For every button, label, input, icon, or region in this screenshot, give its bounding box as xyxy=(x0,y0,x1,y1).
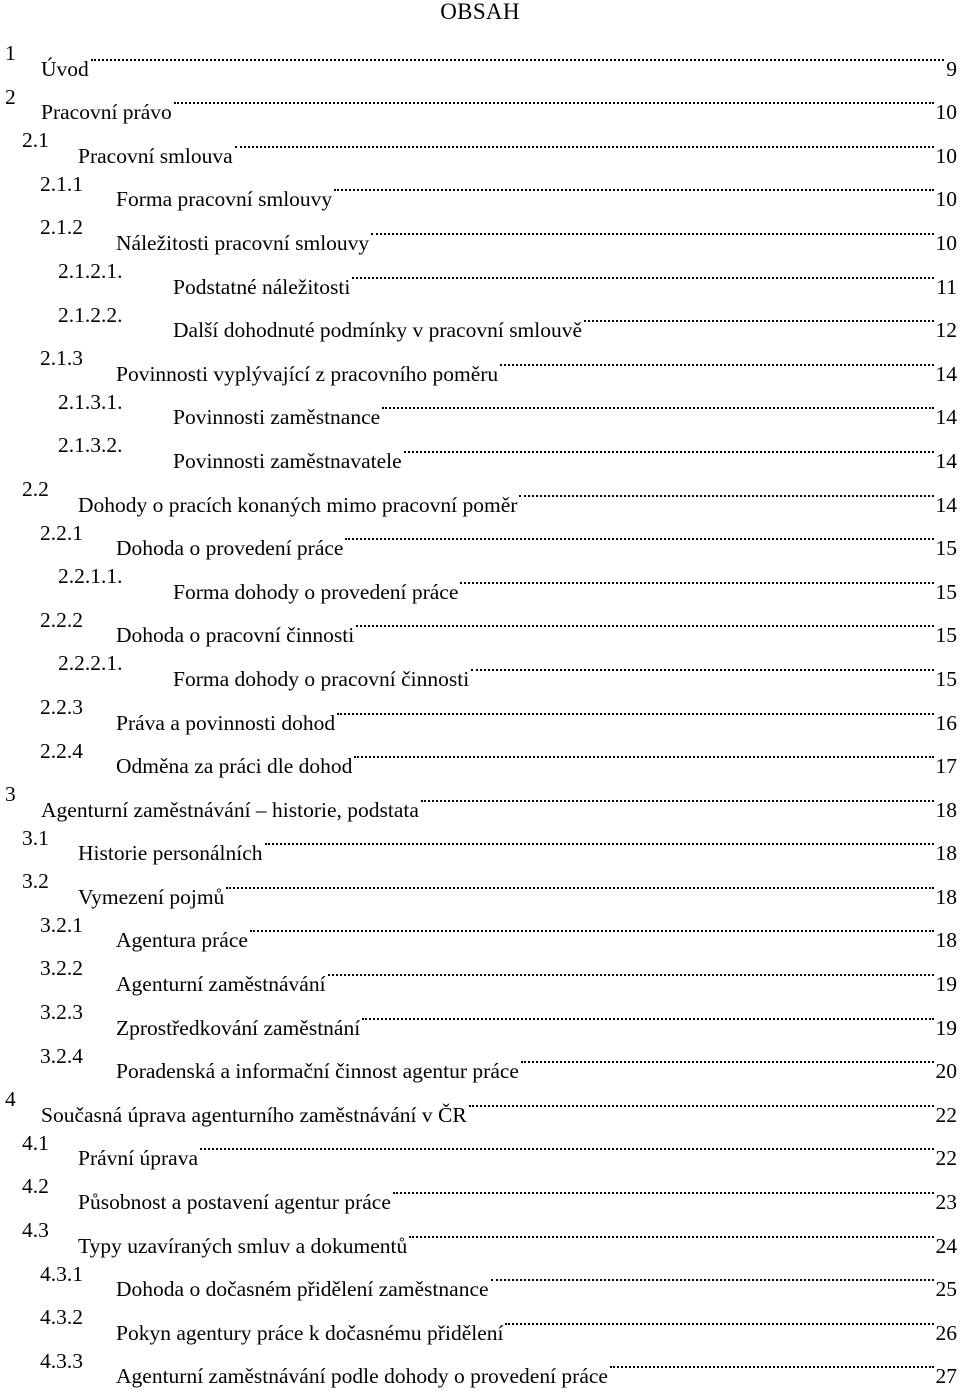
toc-entry-page: 18 xyxy=(935,841,957,866)
toc-entry[interactable] xyxy=(0,163,960,212)
toc-entry-label: Dohoda o pracovní činnosti xyxy=(116,614,354,658)
toc-entry-page: 20 xyxy=(935,1059,957,1084)
toc-entry-page: 18 xyxy=(935,884,957,909)
toc-entry[interactable] xyxy=(0,642,960,691)
toc-entry[interactable] xyxy=(0,686,960,735)
dot-leader xyxy=(503,1296,935,1340)
toc-entry[interactable] xyxy=(0,381,960,430)
toc-entry-label: Současná úprava agenturního zaměstnávání v ČR xyxy=(41,1094,467,1138)
toc-entry-row xyxy=(116,991,957,1040)
toc-entry-number: 2.1.3.1. xyxy=(58,389,123,414)
toc-entry[interactable] xyxy=(0,424,960,473)
toc-entry-number: 2.1.1 xyxy=(40,171,83,196)
toc-entry-row xyxy=(116,1296,957,1345)
toc-entry-row xyxy=(78,1165,957,1215)
toc-entry-row xyxy=(78,817,957,866)
toc-entry-page: 10 xyxy=(935,187,957,212)
toc-entry-number: 4.3.3 xyxy=(40,1348,83,1373)
toc-entry-row xyxy=(41,1078,957,1127)
toc-entry-page: 15 xyxy=(935,666,957,691)
dot-leader xyxy=(391,1165,936,1209)
toc-entry-number: 3.2.3 xyxy=(40,1000,83,1025)
toc-entry-number: 2.1.3.2. xyxy=(58,433,123,458)
toc-entry-label: Pokyn agentury práce k dočasnému přidělení xyxy=(116,1312,503,1356)
toc-entry[interactable] xyxy=(0,730,960,779)
dot-leader xyxy=(172,76,936,120)
dot-leader xyxy=(352,730,935,774)
toc-entry-row xyxy=(116,337,957,386)
toc-entry-label: Dohoda o provedení práce xyxy=(116,527,343,571)
dot-leader xyxy=(350,250,936,294)
toc-entry-number: 4.3.2 xyxy=(40,1305,83,1330)
toc-entry-number: 2.2.1.1. xyxy=(58,564,123,589)
toc-entry-number: 3.2.4 xyxy=(40,1043,83,1068)
toc-entry-page: 22 xyxy=(935,1102,957,1127)
toc-entry-number: 4.3 xyxy=(22,1218,49,1243)
toc-entry[interactable] xyxy=(0,32,960,81)
dot-leader xyxy=(248,904,936,948)
toc-entry-row xyxy=(116,163,957,212)
toc-entry-page: 23 xyxy=(935,1190,957,1215)
toc-entry-page: 15 xyxy=(935,579,957,604)
dot-leader xyxy=(402,424,936,468)
dot-leader xyxy=(489,1253,936,1297)
toc-entry-page: 14 xyxy=(935,448,957,473)
toc-entry-number: 4.3.1 xyxy=(40,1261,83,1286)
dot-leader xyxy=(517,468,935,512)
toc-entry-number: 3.2.1 xyxy=(40,912,83,937)
toc-entry-row xyxy=(173,424,957,473)
dot-leader xyxy=(498,337,935,381)
toc-entry-number: 2.2.2.1. xyxy=(58,651,123,676)
toc-entry-page: 14 xyxy=(935,492,957,517)
toc-entry-label: Poradenská a informační činnost agentur práce xyxy=(116,1050,519,1094)
toc-entry[interactable] xyxy=(0,1209,960,1258)
toc-entry-row xyxy=(173,381,957,430)
toc-entry-page: 19 xyxy=(935,972,957,997)
toc-entry[interactable] xyxy=(0,947,960,997)
toc-entry-row xyxy=(116,730,957,779)
toc-entry-label: Forma dohody o provedení práce xyxy=(173,571,458,615)
toc-entry-page: 12 xyxy=(935,318,957,343)
toc-entry-label: Podstatné náležitosti xyxy=(173,266,350,310)
toc-entry[interactable] xyxy=(0,1165,960,1215)
toc-entry-row xyxy=(116,599,957,648)
toc-entry-page: 25 xyxy=(935,1277,957,1302)
toc-entry-page: 16 xyxy=(935,710,957,735)
toc-entry-label: Povinnosti zaměstnavatele xyxy=(173,440,402,484)
toc-entry[interactable] xyxy=(0,250,960,299)
toc-entry-page: 10 xyxy=(935,143,957,168)
toc-entry-row xyxy=(78,468,957,517)
toc-entry-page: 18 xyxy=(935,928,957,953)
toc-entry-label: Forma dohody o pracovní činnosti xyxy=(173,658,469,702)
toc-entry[interactable] xyxy=(0,1296,960,1345)
toc-entry[interactable] xyxy=(0,991,960,1040)
toc-entry-number: 2.1 xyxy=(22,128,49,153)
toc-entry[interactable] xyxy=(0,1340,960,1389)
dot-leader xyxy=(326,947,936,991)
toc-entry-number: 2.1.2.2. xyxy=(58,302,123,327)
toc-entry[interactable] xyxy=(0,1035,960,1084)
toc-entry-row xyxy=(41,773,957,822)
toc-entry-number: 4 xyxy=(5,1087,16,1112)
toc-entry-number: 2.1.2 xyxy=(40,215,83,240)
toc-entry-number: 2.1.2.1. xyxy=(58,258,123,283)
toc-entry-label: Další dohodnuté podmínky v pracovní smlouvě xyxy=(173,309,582,353)
toc-entry-number: 3 xyxy=(5,782,16,807)
toc-entry-label: Historie personálních xyxy=(78,832,263,876)
dot-leader xyxy=(335,686,935,730)
dot-leader xyxy=(608,1340,936,1384)
toc-entry-label: Agenturní zaměstnávání xyxy=(116,963,326,1007)
dot-leader xyxy=(469,642,935,686)
toc-entry-row xyxy=(173,294,957,343)
toc-entry-page: 26 xyxy=(935,1320,957,1345)
toc-entry-number: 3.2.2 xyxy=(40,956,83,981)
toc-entry-label: Forma pracovní smlouvy xyxy=(116,178,332,222)
toc-entry-label: Agenturní zaměstnávání – historie, podstata xyxy=(41,789,419,833)
toc-entry-page: 10 xyxy=(935,230,957,255)
dot-leader xyxy=(233,119,936,163)
dot-leader xyxy=(407,1209,935,1253)
dot-leader xyxy=(343,512,935,556)
toc-entry[interactable] xyxy=(0,337,960,386)
toc-entry-label: Zprostředkování zaměstnání xyxy=(116,1007,360,1051)
dot-leader xyxy=(224,860,935,904)
toc-entry[interactable] xyxy=(0,76,960,125)
toc-entry-label: Odměna za práci dle dohod xyxy=(116,745,352,789)
toc-entry-number: 2.2 xyxy=(22,476,49,501)
toc-entry[interactable] xyxy=(0,599,960,648)
toc-entry-page: 11 xyxy=(936,274,957,299)
toc-entry[interactable] xyxy=(0,119,960,168)
toc-entry-row xyxy=(116,512,957,561)
toc-entry-row xyxy=(116,206,957,255)
toc-entry-row xyxy=(116,1253,957,1302)
page-title: OBSAH xyxy=(440,0,520,24)
toc-entry-row xyxy=(78,1209,957,1258)
toc-entry-row xyxy=(173,250,957,299)
toc-entry-row xyxy=(116,1340,957,1389)
toc-entry-row xyxy=(78,1122,957,1171)
toc-entry-label: Agentura práce xyxy=(116,919,248,963)
toc-entry-page: 10 xyxy=(935,100,957,125)
dot-leader xyxy=(263,817,936,861)
toc-entry-label: Agenturní zaměstnávání podle dohody o provedení práce xyxy=(116,1355,608,1399)
toc-entry-row xyxy=(116,904,957,953)
toc-entry-label: Pracovní smlouva xyxy=(78,135,233,179)
toc-entry-page: 9 xyxy=(946,56,957,81)
toc-entry[interactable] xyxy=(0,468,960,517)
toc-entry-label: Pracovní právo xyxy=(41,91,172,135)
toc-entry[interactable] xyxy=(0,817,960,866)
toc-entry-page: 18 xyxy=(935,797,957,822)
toc-entry[interactable] xyxy=(0,773,960,822)
toc-entry-page: 22 xyxy=(935,1146,957,1171)
toc-entry-number: 2.2.2 xyxy=(40,607,83,632)
toc-entry-label: Dohoda o dočasném přidělení zaměstnance xyxy=(116,1268,489,1312)
toc-entry-page: 15 xyxy=(935,623,957,648)
toc-entry[interactable] xyxy=(0,512,960,561)
toc-entry-page: 15 xyxy=(935,536,957,561)
toc-entry-label: Působnost a postavení agentur práce xyxy=(78,1181,391,1225)
toc-entry-page: 14 xyxy=(935,405,957,430)
toc-entry-row xyxy=(78,119,957,168)
dot-leader xyxy=(332,163,935,207)
dot-leader xyxy=(419,773,936,817)
toc-entry-row xyxy=(41,32,957,81)
dot-leader xyxy=(467,1078,936,1122)
toc-entry-number: 4.2 xyxy=(22,1174,49,1199)
toc-entry-label: Náležitosti pracovní smlouvy xyxy=(116,222,369,266)
toc-entry-number: 2.1.3 xyxy=(40,346,83,371)
toc-entry-row xyxy=(173,555,957,604)
toc-entry-number: 2 xyxy=(5,84,16,109)
toc-entry-number: 2.2.4 xyxy=(40,738,83,763)
dot-leader xyxy=(89,32,946,76)
dot-leader xyxy=(582,294,935,338)
toc-entry-number: 2.2.1 xyxy=(40,520,83,545)
toc-entry-page: 17 xyxy=(935,754,957,779)
dot-leader xyxy=(354,599,935,643)
toc-entry-label: Typy uzavíraných smluv a dokumentů xyxy=(78,1225,407,1269)
toc-entry[interactable] xyxy=(0,555,960,604)
toc-entry-label: Práva a povinnosti dohod xyxy=(116,702,335,746)
toc-entry-label: Povinnosti vyplývající z pracovního poměru xyxy=(116,353,498,397)
dot-leader xyxy=(369,206,935,250)
toc-entry-page: 14 xyxy=(935,361,957,386)
toc-entry[interactable] xyxy=(0,904,960,953)
toc-entry[interactable] xyxy=(0,860,960,909)
toc-entry[interactable] xyxy=(0,1253,960,1302)
toc-entry-number: 2.2.3 xyxy=(40,694,83,719)
toc-entry-page: 24 xyxy=(935,1233,957,1258)
dot-leader xyxy=(198,1122,935,1166)
dot-leader xyxy=(519,1035,936,1079)
toc-entry-row xyxy=(116,686,957,735)
toc-entry-label: Úvod xyxy=(41,48,89,92)
toc-entry-number: 1 xyxy=(5,41,16,65)
toc-entry-number: 4.1 xyxy=(22,1130,49,1155)
toc-entry-row xyxy=(116,947,957,997)
dot-leader xyxy=(458,555,935,599)
toc-entry-row xyxy=(116,1035,957,1084)
toc-entry[interactable] xyxy=(0,1078,960,1127)
toc-entry-number: 3.2 xyxy=(22,869,49,894)
toc-entry-row xyxy=(173,642,957,691)
toc-entry[interactable] xyxy=(0,1122,960,1171)
toc-entry-page: 27 xyxy=(935,1364,957,1389)
toc-entry[interactable] xyxy=(0,294,960,343)
toc-entry-row xyxy=(41,76,957,125)
dot-leader xyxy=(360,991,935,1035)
toc-entry-label: Právní úprava xyxy=(78,1137,198,1181)
toc-entry-label: Povinnosti zaměstnance xyxy=(173,396,380,440)
toc-entry-label: Dohody o pracích konaných mimo pracovní poměr xyxy=(78,484,517,528)
table-of-contents xyxy=(0,32,960,1389)
toc-entry-row xyxy=(78,860,957,909)
toc-entry-page: 19 xyxy=(935,1015,957,1040)
toc-entry[interactable] xyxy=(0,206,960,255)
toc-entry-number: 3.1 xyxy=(22,825,49,850)
dot-leader xyxy=(380,381,935,425)
toc-entry-label: Vymezení pojmů xyxy=(78,876,224,920)
